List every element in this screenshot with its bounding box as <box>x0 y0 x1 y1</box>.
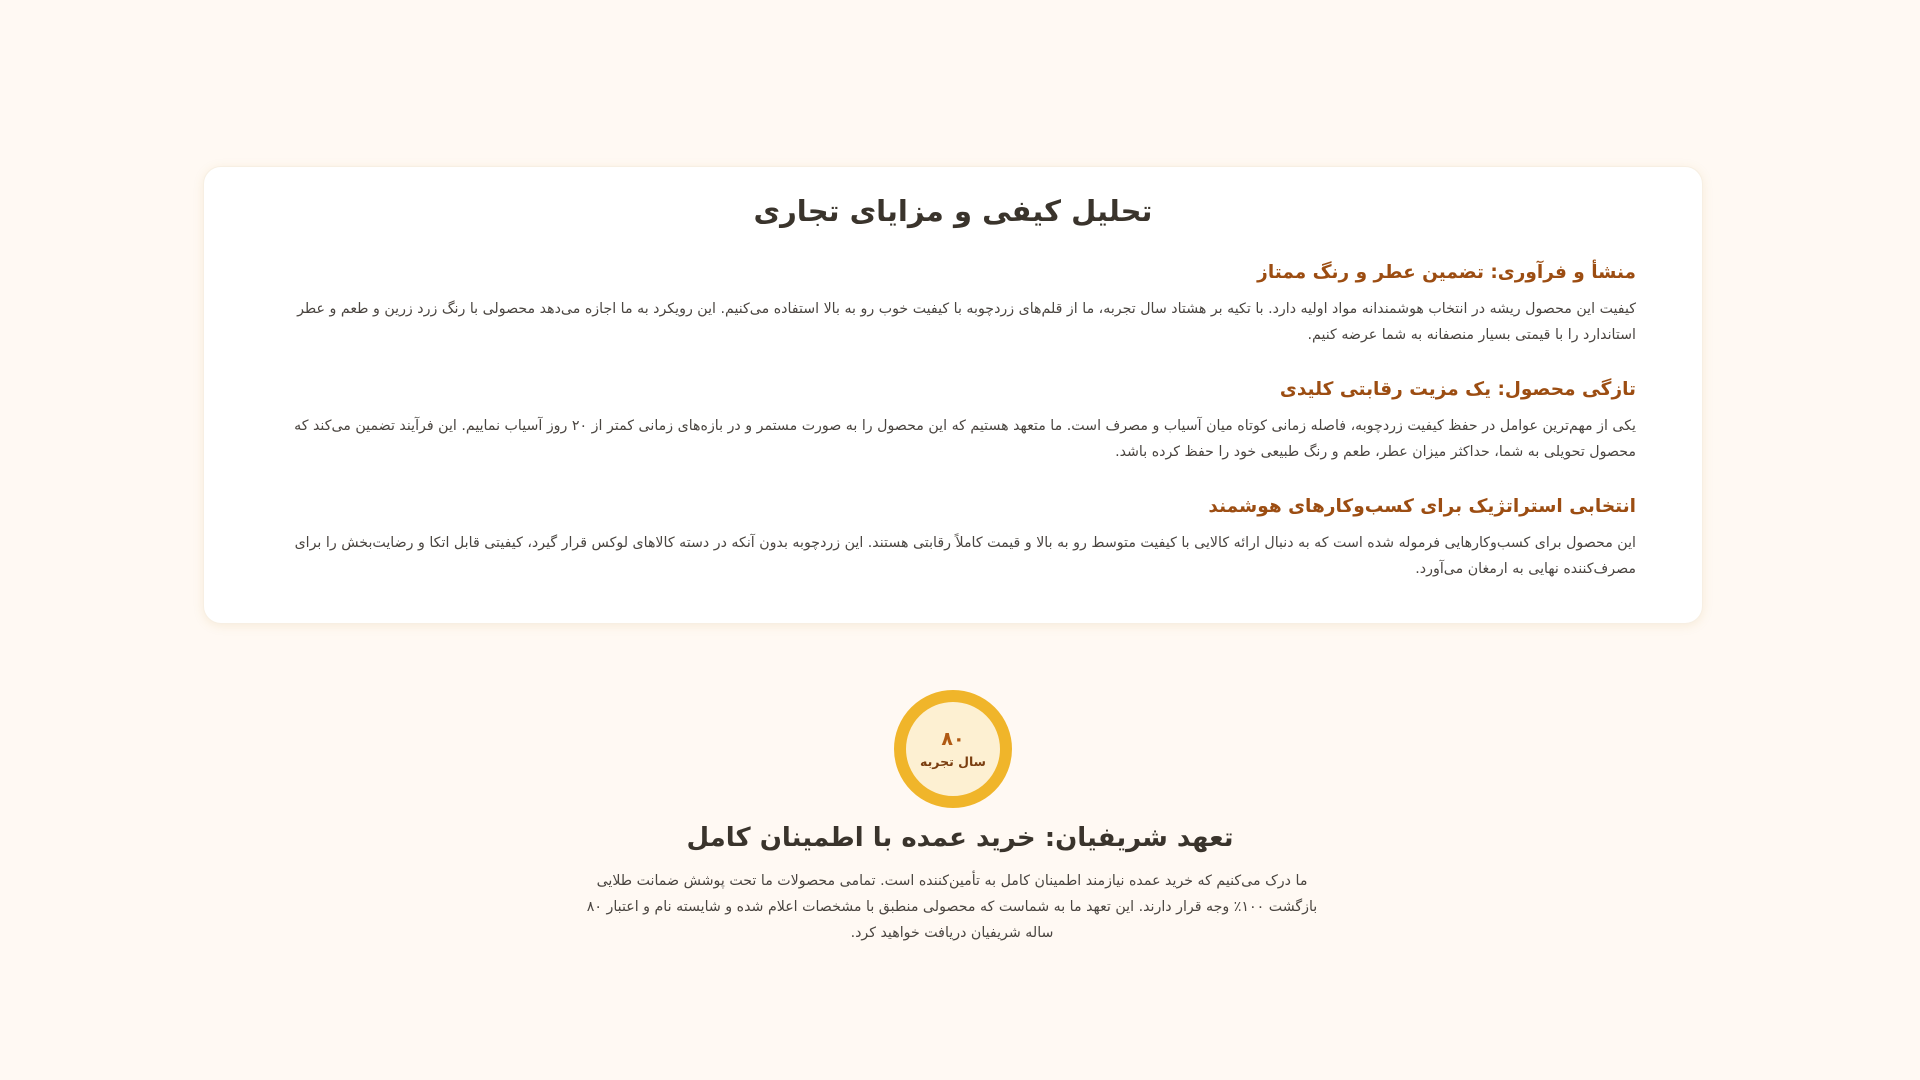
section-heading: منشأ و فرآوری: تضمین عطر و رنگ ممتاز <box>1257 261 1636 283</box>
section-origin <box>270 261 1636 348</box>
section-body: این محصول برای کسب‌وکارهایی فرموله شده است که به دنبال ارائه کالایی با کیفیت متوسط رو به بالا و قیمت کاملاً رقابتی هستند. این زردچوبه بدون آنکه در دسته کالاهای لوکس قرار گیرد، کیفیتی قابل اتکا و رضایت‌بخش را برای مصرف‌کننده نهایی به ارمغان می‌آورد. <box>294 534 1636 577</box>
card-title: تحلیل کیفی و مزایای تجاری <box>753 194 1153 228</box>
section-heading: انتخابی استراتژیک برای کسب‌وکارهای هوشمند <box>1208 495 1636 517</box>
experience-badge <box>894 690 1012 808</box>
commitment-text: ما درک می‌کنیم که خرید عمده نیازمند اطمینان کامل به تأمین‌کننده است. تمامی محصولات ما تحت پوشش ضمانت طلایی بازگشت ۱۰۰٪ وجه قرار دارند. این تعهد ما به شماست که محصولی منطبق با مشخصات اعلام شده و شایسته نام و اعتبار ۸۰ ساله شریفیان دریافت خواهید کرد. <box>586 873 1318 941</box>
badge-number: ۸۰ <box>941 728 965 751</box>
section-body: کیفیت این محصول ریشه در انتخاب هوشمندانه مواد اولیه دارد. با تکیه بر هشتاد سال تجربه، ما از قلم‌های زردچوبه با کیفیت خوب رو به بالا استفاده می‌کنیم. این رویکرد به ما اجازه می‌دهد محصولی با رنگ زرد زرین و طعم و عطر استاندارد را با قیمتی بسیار منصفانه به شما عرضه کنیم. <box>297 300 1636 343</box>
section-strategic <box>270 495 1636 582</box>
quality-analysis-card <box>203 166 1703 624</box>
section-heading: تازگی محصول: یک مزیت رقابتی کلیدی <box>1279 378 1636 400</box>
badge-label: سال تجربه <box>920 753 986 769</box>
commitment-title: تعهد شریفیان: خرید عمده با اطمینان کامل <box>686 823 1234 853</box>
section-freshness <box>270 378 1636 465</box>
section-body: یکی از مهم‌ترین عوامل در حفظ کیفیت زردچوبه، فاصله زمانی کوتاه میان آسیاب و مصرف است. ما متعهد هستیم که این محصول را به صورت مستمر و در بازه‌های زمانی کمتر از ۲۰ روز آسیاب نماییم. این فرآیند تضمین می‌کند که محصول تحویلی به شما، حداکثر میزان عطر، طعم و رنگ طبیعی خود را حفظ کرده باشد. <box>294 417 1636 460</box>
